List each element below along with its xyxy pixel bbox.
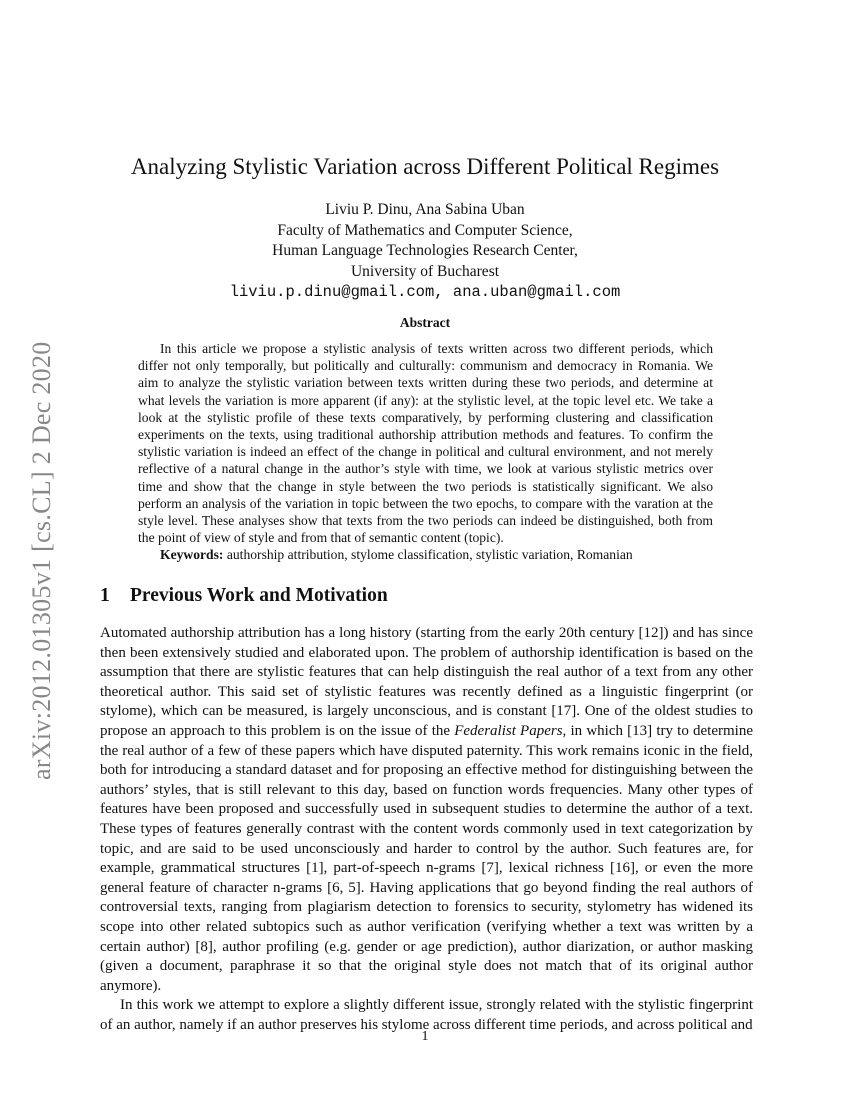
body-text-run: , in which [13] try to determine the real author of a few of these papers which have disputed paternity. This work remains iconic in the field, both for introducing a standard dataset and for proposing an effective method for distinguishing between the authors’ styles, that is still relevant to this day, based on function words frequencies. Many other types of features have been proposed and successfully used in subsequent studies to determine the author of a text. These types of features generally contrast with the content words commonly used in text categorization by topic, and are said to be used unconsciously and harder to control by the author. Such features are, for example, grammatical structures [1], part-of-speech n-grams [7], lexical richness [16], or even the more general feature of character n-grams [6, 5]. Having applications that go beyond finding the real authors of controversial texts, ranging from plagiarism detection to forensics to security, stylometry has widened its scope into other related subtopics such as author verification (verifying whether a text was written by a certain author) [8], author profiling (e.g. gender or age prediction), author diarization, or author masking (given a document, paraphrase it so that the original style does not match that of its original author anymore). — [100, 722, 753, 994]
body-paragraph: In this work we attempt to explore a slightly different issue, strongly related with the stylistic fingerprint of an author, namely if an author preserves his stylome across different time periods, and across political and — [100, 997, 753, 1033]
section-heading — [100, 583, 388, 609]
keywords-list: authorship attribution, stylome classification, stylistic variation, Romanian — [226, 547, 633, 563]
keywords-line — [138, 546, 713, 563]
author-emails: liviu.p.dinu@gmail.com, ana.uban@gmail.com — [229, 283, 621, 301]
page-number: 1 — [421, 1029, 429, 1044]
federalist-papers-italic: Federalist Papers — [454, 722, 563, 739]
affiliation-line: University of Bucharest — [350, 262, 500, 280]
section-title: Previous Work and Motivation — [130, 585, 388, 606]
abstract-text: In this article we propose a stylistic analysis of texts written across two different periods, which differ not only temporally, but politically and culturally: communism and democracy in Romania. We aim to analyze the stylistic variation between texts written during these two periods, and determine at what levels the variation is more apparent (if any): at the stylistic level, at the topic level etc. We take a look at the stylistic profile of these texts comparatively, by performing clustering and classification experiments on the texts, using traditional authorship attribution methods and features. To confirm the stylistic variation is indeed an effect of the change in political and cultural environment, and not merely reflective of a natural change in the author’s style with time, we look at various stylistic metrics over time and show that the change in style between the two periods is statistically significant. We also perform an analysis of the variation in topic between the two epochs, to compare with the varation at the style level. These analyses show that texts from the two periods can indeed be distinguished, both from the point of view of style and from that of semantic content (topic). — [138, 341, 713, 546]
body-text — [100, 624, 753, 1035]
keywords-label: Keywords: — [160, 547, 224, 563]
paper-title: Analyzing Stylistic Variation across Different Political Regimes — [130, 154, 720, 179]
arxiv-stamp: arXiv:2012.01305v1 [cs.CL] 2 Dec 2020 — [27, 341, 56, 780]
author-block — [0, 200, 850, 303]
abstract-body — [138, 340, 713, 564]
abstract-heading: Abstract — [399, 315, 451, 330]
affiliation-line: Faculty of Mathematics and Computer Science, — [277, 221, 573, 239]
affiliation-line: Human Language Technologies Research Center, — [272, 242, 578, 259]
body-text-run: Automated authorship attribution has a long history (starting from the early 20th century [12]) and has since then been extensively studied and elaborated upon. The problem of authorship identification is based on the assumption that there are stylistic features that can help distinguish the real author of a text from any other theoretical author. This said set of stylistic features was recently defined as a linguistic fingerprint (or stylome), which can be measured, is largely unconscious, and is constant [17]. One of the oldest studies to propose an approach to this problem is on the issue of the — [100, 625, 753, 739]
section-number: 1 — [100, 585, 110, 606]
body-paragraph — [100, 624, 753, 996]
author-names: Liviu P. Dinu, Ana Sabina Uban — [325, 201, 525, 218]
